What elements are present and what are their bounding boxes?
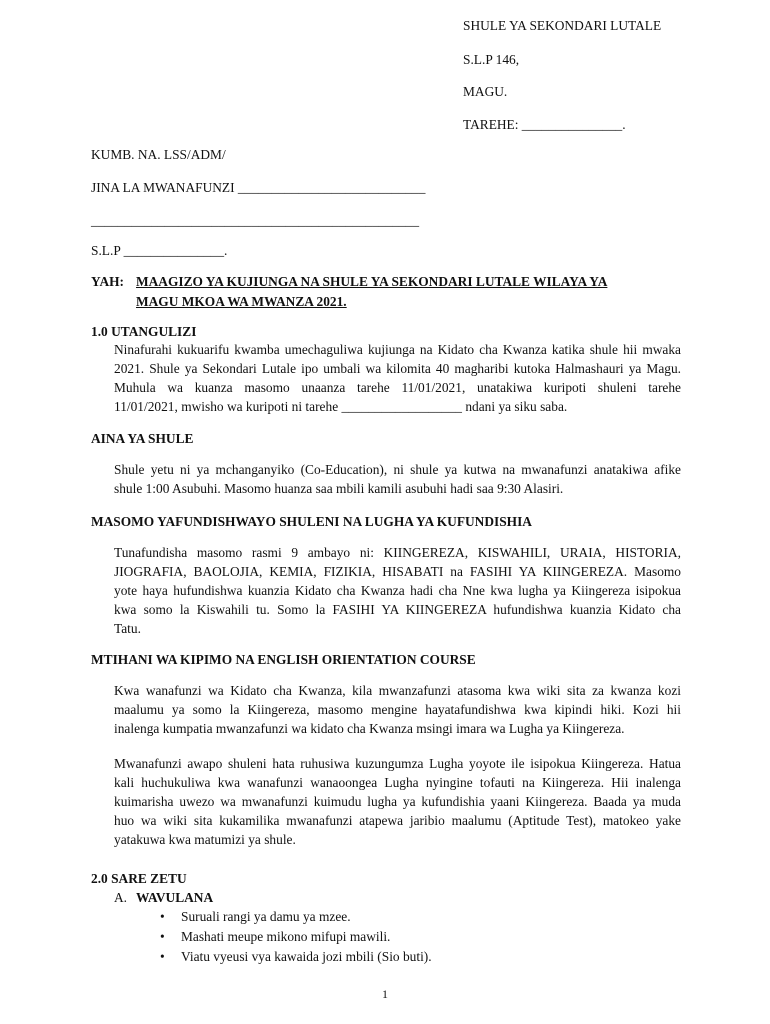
subjects-heading: MASOMO YAFUNDISHWAYO SHULENI NA LUGHA YA KUFUNDISHIA — [91, 514, 532, 529]
exam-paragraph-1 — [114, 681, 681, 738]
student-po-box: S.L.P _______________. — [91, 243, 228, 258]
exam-line: Kwa wanafunzi wa Kidato cha Kwanza, kila mwanzafunzi atasoma kwa wiki sita za kwanza kozi — [114, 683, 681, 698]
subjects-line: JIOGRAFIA, BAOLOJIA, KEMIA, FIZIKIA, HISABATI na FASIHI YA KIINGEREZA. Masomo — [114, 564, 681, 579]
school-type-line: shule 1:00 Asubuhi. Masomo huanza saa mbili kamili asubuhi hadi saa 9:30 Alasiri. — [114, 481, 564, 496]
student-name-field: JINA LA MWANAFUNZI ____________________________ — [91, 180, 426, 195]
exam-line: yatakuwa kwa matumizi ya shule. — [114, 832, 296, 847]
exam-heading: MTIHANI WA KIPIMO NA ENGLISH ORIENTATION COURSE — [91, 652, 476, 667]
subjects-line: kwa somo la Kiswahili tu. Somo la FASIHI YA KIINGEREZA hufundishwa kuanzia Kidato cha — [114, 602, 681, 617]
school-name: SHULE YA SEKONDARI LUTALE — [463, 18, 662, 33]
subjects-paragraph — [114, 543, 681, 638]
exam-paragraph-2 — [114, 754, 681, 849]
uniform-list-item: Viatu vyeusi vya kawaida jozi mbili (Sio buti). — [181, 949, 432, 964]
subject-line-2: MAGU MKOA WA MWANZA 2021. — [136, 294, 347, 309]
intro-line: Ninafurahi kukuarifu kwamba umechaguliwa kujiunga na Kidato cha Kwanza katika shule hii mwaka — [114, 342, 681, 357]
exam-line: Mwanafunzi awapo shuleni hata ruhusiwa kuzungumza Lugha yoyote ile isipokua Kiingereza. Hatua — [114, 756, 681, 771]
school-type-paragraph — [114, 460, 681, 498]
exam-line: kuimarisha uwezo wa mwanafunzi kuimudu lugha ya kufundishia yaani Kiingereza. Baada ya muda — [114, 794, 681, 809]
intro-heading: 1.0 UTANGULIZI — [91, 324, 197, 339]
bullet-icon: • — [160, 909, 165, 924]
school-type-line: Shule yetu ni ya mchanganyiko (Co-Education), ni shule ya kutwa na mwanafunzi anatakiwa afike — [114, 462, 681, 477]
reference-number: KUMB. NA. LSS/ADM/ — [91, 147, 226, 162]
blank-line: _________________________________________________ — [91, 213, 420, 228]
uniform-sub-label: A. — [114, 890, 128, 905]
school-type-heading: AINA YA SHULE — [91, 431, 194, 446]
page-number: 1 — [382, 987, 388, 1001]
bullet-icon: • — [160, 949, 165, 964]
date-field: TAREHE: _______________. — [463, 117, 626, 132]
uniform-sub-heading: WAVULANA — [136, 890, 214, 905]
intro-line: Muhula wa kuanza masomo unaanza tarehe 11/01/2021, unatakiwa kuripoti shuleni tarehe — [114, 380, 681, 395]
exam-line: kali huchukuliwa kwa wanafunzi wanaoongea Lugha nyingine tofauti na Kiingereza. Hii inalenga — [114, 775, 681, 790]
subjects-line: Tunafundisha masomo rasmi 9 ambayo ni: KIINGEREZA, KISWAHILI, URAIA, HISTORIA, — [114, 545, 681, 560]
exam-line: inalenga kumpatia mwanzafunzi wa kidato cha Kwanza msingi imara wa Lugha ya Kiingereza. — [114, 721, 625, 736]
subjects-line: yote haya hufundishwa kuanzia Kidato cha Kwanza hadi cha Nne kwa lugha ya Kiingereza isipokua — [114, 583, 681, 598]
uniform-list-item: Suruali rangi ya damu ya mzee. — [181, 909, 351, 924]
subjects-line: Tatu. — [114, 621, 141, 636]
subject-label: YAH: — [91, 274, 124, 289]
intro-line: 11/01/2021, mwisho wa kuripoti ni tarehe __________________ ndani ya siku saba. — [114, 399, 568, 414]
uniform-list-item: Mashati meupe mikono mifupi mawili. — [181, 929, 391, 944]
intro-paragraph — [114, 340, 681, 416]
intro-line: 2021. Shule ya Sekondari Lutale ipo umbali wa kilomita 40 magharibi kutoka Halmashauri ya Magu. — [114, 361, 681, 376]
subject-line-1: MAAGIZO YA KUJIUNGA NA SHULE YA SEKONDARI LUTALE WILAYA YA — [136, 274, 608, 289]
town: MAGU. — [463, 84, 508, 99]
bullet-icon: • — [160, 929, 165, 944]
po-box: S.L.P 146, — [463, 52, 520, 67]
exam-line: maalumu ya somo la Kiingereza, masomo mengine hayatafundishwa kwa kipindi hiki. Kozi hii — [114, 702, 681, 717]
uniform-heading: 2.0 SARE ZETU — [91, 871, 187, 886]
exam-line: huo wa wiki sita kukamilika mwanafunzi atapewa jaribio maalumu (Aptitude Test), matokeo yake — [114, 813, 681, 828]
